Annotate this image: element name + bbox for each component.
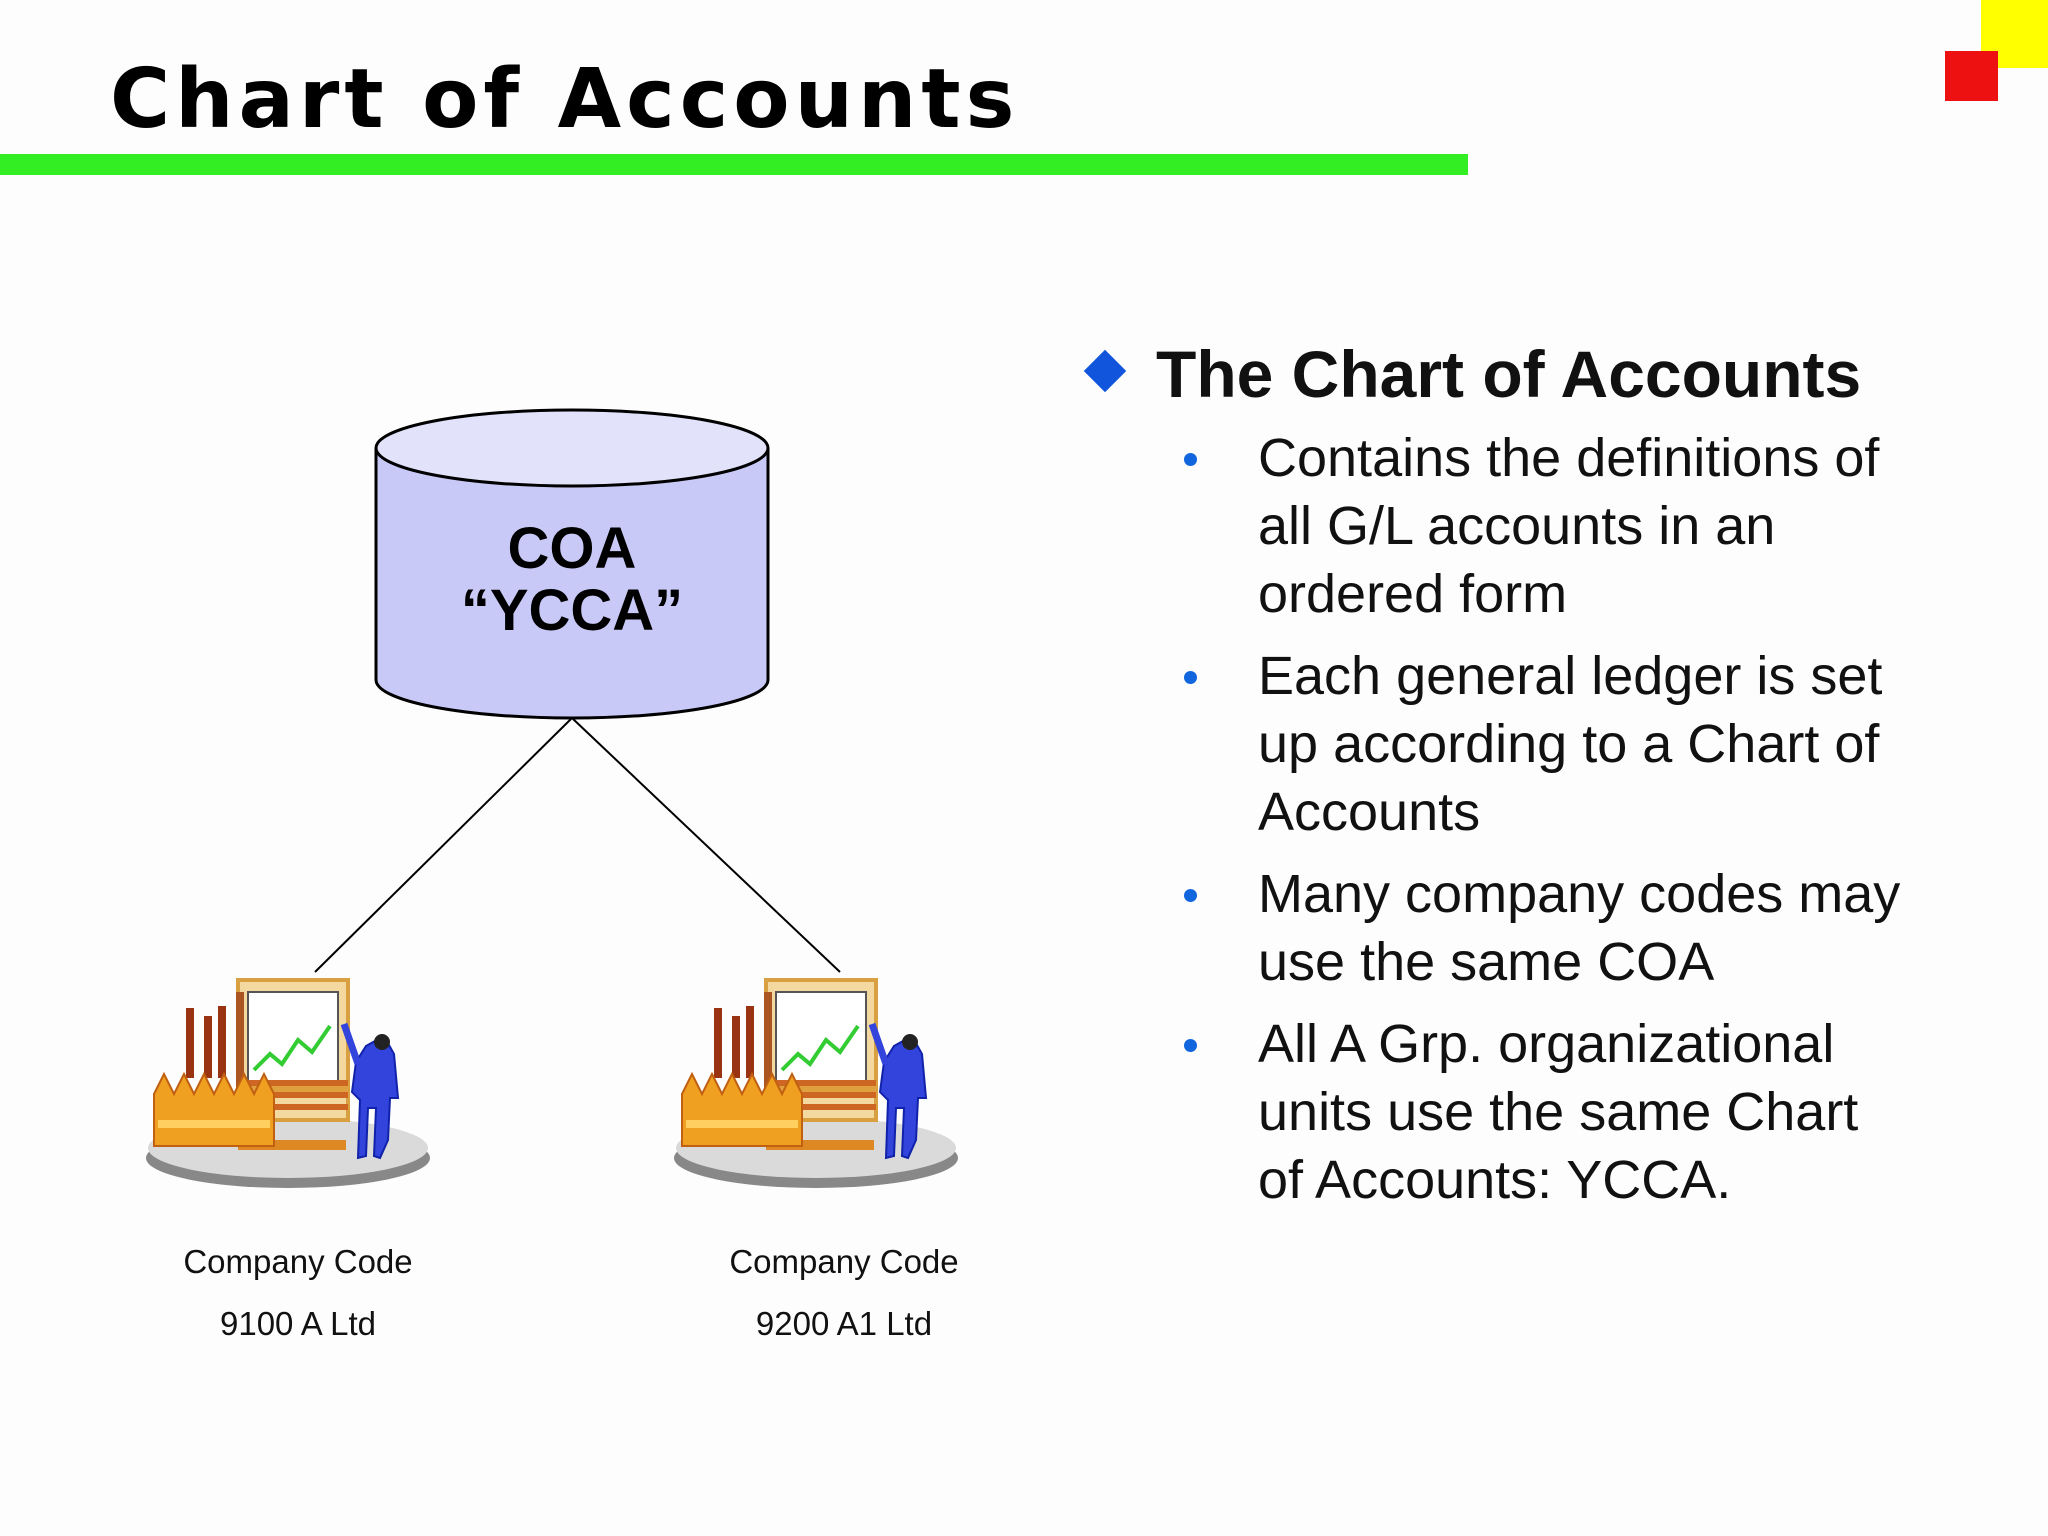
factory-presenter-icon (146, 980, 430, 1188)
dot-bullet-icon (1184, 671, 1197, 684)
sub-bullet-line: ordered form (1258, 564, 1568, 624)
dot-bullet-icon (1184, 453, 1197, 466)
sub-bullet-line: use the same COA (1258, 932, 1715, 992)
sub-bullet-item (1080, 1010, 2020, 1214)
slide-title: Chart of Accounts (110, 52, 1020, 147)
sub-bullet-line: Many company codes may (1258, 864, 1901, 924)
sub-bullet-item (1080, 860, 2020, 996)
coa-label-line1: COA (507, 516, 637, 581)
company-code-label-1 (128, 1242, 468, 1344)
coa-diagram (0, 380, 1000, 1240)
title-underline (0, 154, 1468, 175)
bullet-heading (1080, 336, 2020, 424)
sub-bullet-line: up according to a Chart of (1258, 714, 1880, 774)
coa-cylinder-label (376, 518, 768, 642)
corner-red-square (1945, 51, 1998, 101)
sub-bullet-line: Accounts (1258, 782, 1481, 842)
connector-line-left (315, 718, 572, 972)
sub-bullet-item (1080, 642, 2020, 846)
factory-presenter-icon (674, 980, 958, 1188)
sub-bullet-line: All A Grp. organizational (1258, 1014, 1835, 1074)
coa-label-line2: “YCCA” (460, 578, 684, 643)
sub-bullet-line: Each general ledger is set (1258, 646, 1883, 706)
dot-bullet-icon (1184, 1039, 1197, 1052)
diamond-bullet-icon (1084, 350, 1126, 392)
bullet-section (1080, 336, 2020, 1228)
sub-bullet-line: Contains the definitions of (1258, 428, 1880, 488)
bullet-heading-text: The Chart of Accounts (1156, 337, 1862, 411)
connector-line-right (572, 718, 840, 972)
sub-bullet-line: units use the same Chart (1258, 1082, 1859, 1142)
sub-bullet-list (1080, 424, 2020, 1214)
company-code-value: 9200 A1 Ltd (755, 1305, 933, 1342)
sub-bullet-line: all G/L accounts in an (1258, 496, 1776, 556)
company-code-caption: Company Code (729, 1243, 959, 1280)
company-code-label-2 (674, 1242, 1014, 1344)
company-code-value: 9100 A Ltd (220, 1305, 376, 1342)
company-code-caption: Company Code (183, 1243, 413, 1280)
sub-bullet-item (1080, 424, 2020, 628)
sub-bullet-line: of Accounts: YCCA. (1258, 1150, 1732, 1210)
dot-bullet-icon (1184, 889, 1197, 902)
